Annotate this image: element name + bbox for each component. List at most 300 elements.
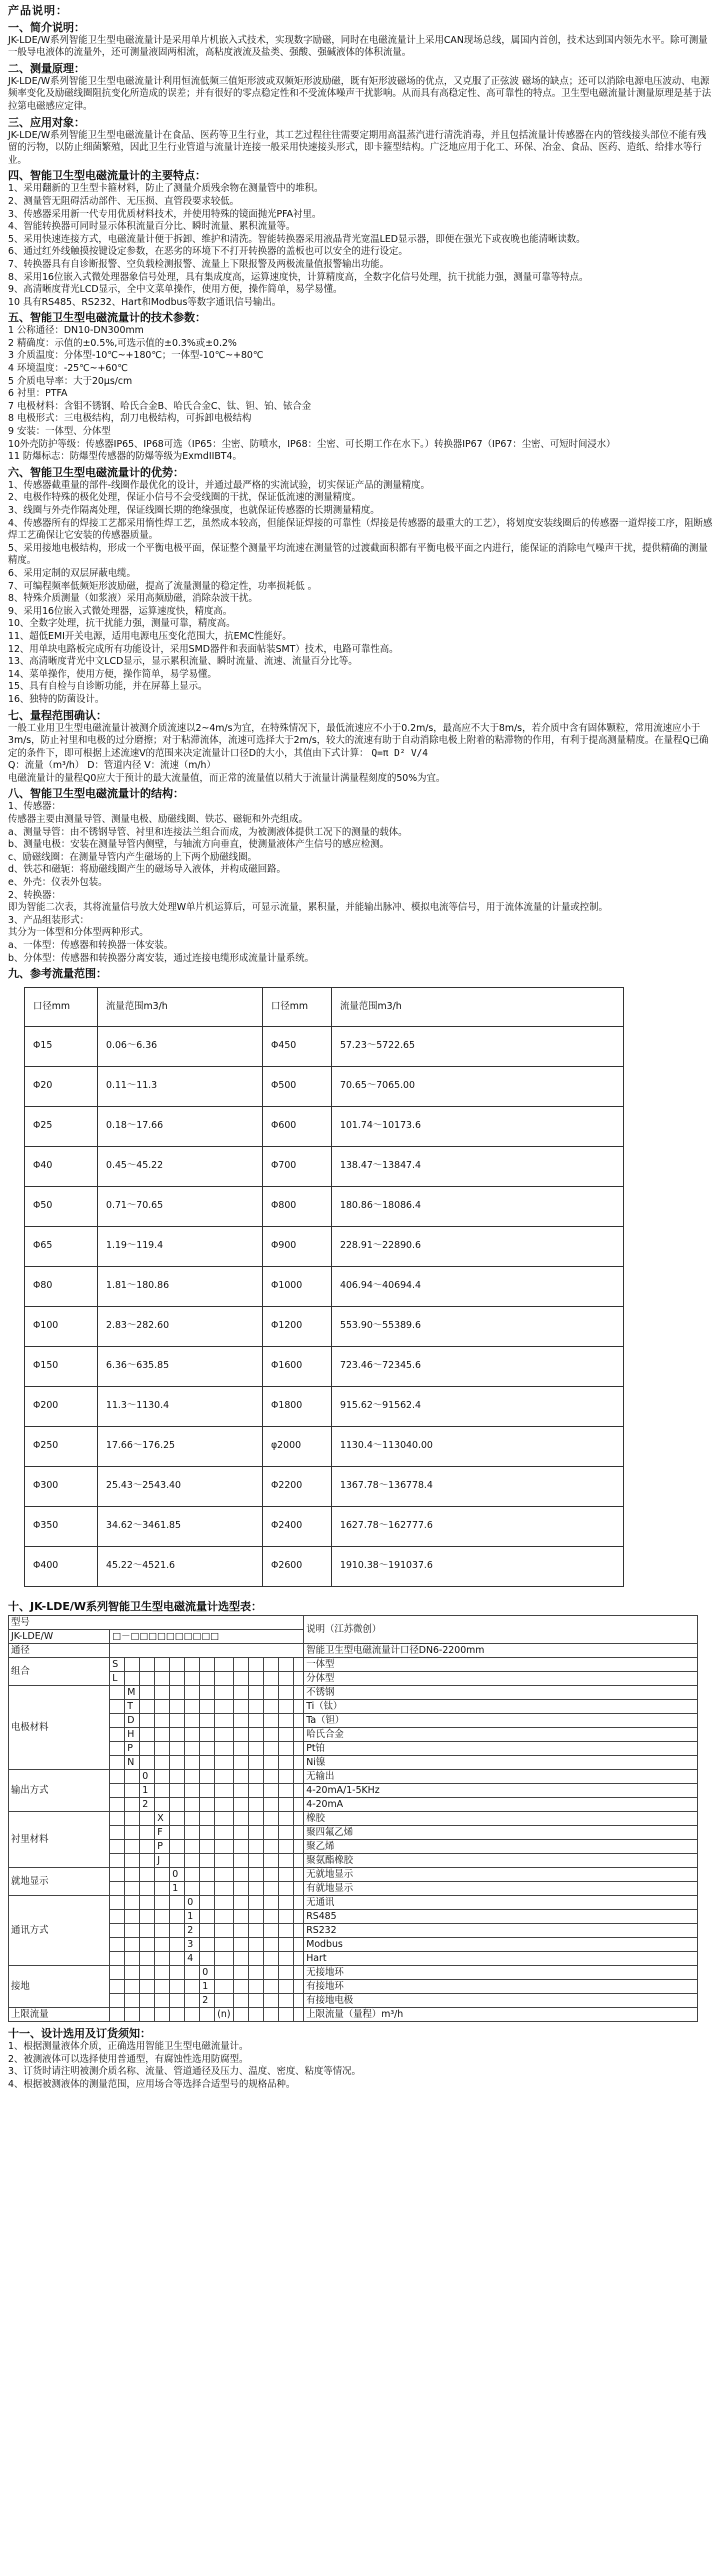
bore-cell: Φ150 <box>25 1347 98 1387</box>
empty-cell <box>248 1672 263 1686</box>
empty-cell <box>140 1658 155 1672</box>
empty-cell <box>215 1910 233 1924</box>
empty-cell <box>293 1700 304 1714</box>
s6-item: 8、特殊介质测量（如浆液）采用高频励磁，消除杂波干扰。 <box>8 593 258 605</box>
empty-cell <box>155 1714 170 1728</box>
empty-cell <box>155 1966 170 1980</box>
empty-cell <box>125 1938 140 1952</box>
combo-code: L <box>110 1672 125 1686</box>
empty-cell <box>125 1826 140 1840</box>
comm-label: 通讯方式 <box>9 1896 110 1966</box>
empty-cell <box>293 1686 304 1700</box>
empty-cell <box>170 2008 185 2022</box>
bore-cell: Φ2600 <box>263 1547 332 1587</box>
empty-cell <box>215 1728 233 1742</box>
empty-cell <box>155 1910 170 1924</box>
bore-cell: Φ40 <box>25 1147 98 1187</box>
s5-item: 5 介质电导率：大于20μs/cm <box>8 375 133 387</box>
empty-cell <box>155 1728 170 1742</box>
empty-cell <box>185 1728 200 1742</box>
empty-cell <box>110 1826 125 1840</box>
empty-cell <box>155 1938 170 1952</box>
empty-cell <box>140 1700 155 1714</box>
bore-cell: Φ65 <box>25 1227 98 1267</box>
empty-cell <box>200 1728 215 1742</box>
comm-option-row <box>9 1952 698 1966</box>
bore-cell: Φ700 <box>263 1147 332 1187</box>
empty-cell <box>263 1798 278 1812</box>
empty-cell <box>170 1910 185 1924</box>
s8-item: d、铁芯和磁轭：将励磁线圈产生的磁场导入液体，并构成磁回路。 <box>8 864 286 876</box>
empty-cell <box>200 1784 215 1798</box>
model-selection-table <box>8 1615 698 2022</box>
empty-cell <box>215 1980 233 1994</box>
empty-cell <box>248 1728 263 1742</box>
liner-label: 衬里材料 <box>9 1812 110 1868</box>
range-cell: 553.90～55389.6 <box>332 1307 624 1347</box>
display-description: 无就地显示 <box>304 1868 698 1882</box>
electrode-option-row <box>9 1756 698 1770</box>
empty-cell <box>200 1658 215 1672</box>
bore-cell: Φ50 <box>25 1187 98 1227</box>
display-option-row <box>9 1882 698 1896</box>
empty-cell <box>185 1994 200 2008</box>
empty-cell <box>215 1868 233 1882</box>
empty-cell <box>110 1700 125 1714</box>
comm-code: 1 <box>185 1910 200 1924</box>
empty-cell <box>263 1840 278 1854</box>
s11-heading: 十一、设计选用及订货须知： <box>8 2027 151 2041</box>
empty-cell <box>185 1812 200 1826</box>
empty-cell <box>215 1770 233 1784</box>
empty-cell <box>233 2008 248 2022</box>
liner-option-row <box>9 1826 698 1840</box>
empty-cell <box>233 1952 248 1966</box>
electrode-description: Ta（钽） <box>304 1714 698 1728</box>
empty-cell <box>170 1952 185 1966</box>
range-cell: 34.62～3461.85 <box>98 1507 263 1547</box>
empty-cell <box>293 1672 304 1686</box>
empty-cell <box>170 1966 185 1980</box>
empty-cell <box>248 1658 263 1672</box>
description-header: 说明（江苏微创） <box>304 1616 698 1644</box>
empty-cell <box>215 1742 233 1756</box>
empty-cell <box>233 1938 248 1952</box>
empty-cell <box>155 1672 170 1686</box>
range-cell: 1367.78～136778.4 <box>332 1467 624 1507</box>
empty-cell <box>125 1840 140 1854</box>
s4-item: 4、智能转换器可同时显示体积流量百分比、瞬时流量、累积流量等。 <box>8 221 296 233</box>
liner-description: 聚乙烯 <box>304 1840 698 1854</box>
liner-code: J <box>155 1854 170 1868</box>
empty-cell <box>293 1952 304 1966</box>
electrode-option-row <box>9 1728 698 1742</box>
empty-cell <box>293 1840 304 1854</box>
empty-cell <box>233 1910 248 1924</box>
empty-cell <box>110 1728 125 1742</box>
empty-cell <box>140 1686 155 1700</box>
selection-body <box>9 1616 698 2022</box>
empty-cell <box>263 1784 278 1798</box>
range-cell: 1.19～119.4 <box>98 1227 263 1267</box>
empty-cell <box>215 1714 233 1728</box>
empty-cell <box>293 1658 304 1672</box>
s4-item: 10 具有RS485、RS232、Hart和Modbus等数字通讯信号输出。 <box>8 296 282 308</box>
empty-cell <box>200 1896 215 1910</box>
comm-option-row <box>9 1896 698 1910</box>
table-row <box>25 1067 624 1107</box>
s8-converter-text: 即为智能二次表，其将流量信号放大处理W单片机运算后，可显示流量，累积量，并能输出脉冲、模拟电流等信号，用于流体流量的计量或控制。 <box>8 902 608 914</box>
empty-cell <box>185 1868 200 1882</box>
empty-cell <box>278 1756 293 1770</box>
table-row <box>25 1147 624 1187</box>
empty-cell <box>278 1994 293 2008</box>
empty-cell <box>170 1700 185 1714</box>
liner-code: X <box>155 1812 170 1826</box>
product-title: 产品说明： <box>8 4 68 17</box>
empty-cell <box>215 1798 233 1812</box>
empty-cell <box>200 1756 215 1770</box>
table-row <box>25 1267 624 1307</box>
col-range: 流量范围m3/h <box>98 988 263 1027</box>
s6-item: 14、菜单操作，使用方便，操作简单，易学易懂。 <box>8 668 217 680</box>
bore-cell: Φ15 <box>25 1027 98 1067</box>
empty-cell <box>278 1952 293 1966</box>
empty-cell <box>233 1826 248 1840</box>
s4-heading: 四、智能卫生型电磁流量计的主要特点： <box>8 169 206 183</box>
electrode-label: 电极材料 <box>9 1686 110 1770</box>
s6-item: 7、可编程频率低频矩形波励磁，提高了流量测量的稳定性，功率损耗低 。 <box>8 580 317 592</box>
empty-cell <box>185 1966 200 1980</box>
empty-cell <box>170 1826 185 1840</box>
empty-cell <box>125 1868 140 1882</box>
table-row <box>25 1107 624 1147</box>
s11-item: 2、被测液体可以选择使用普通型，有腐蚀性选用防腐型。 <box>8 2053 249 2065</box>
empty-cell <box>200 1868 215 1882</box>
empty-cell <box>140 1938 155 1952</box>
empty-cell <box>263 1952 278 1966</box>
empty-cell <box>170 1784 185 1798</box>
combo-label: 组合 <box>9 1658 110 1686</box>
s8-item: e、外壳：仪表外包装。 <box>8 877 108 889</box>
s6-item: 11、超低EMI开关电源，适用电源电压变化范围大，抗EMC性能好。 <box>8 630 292 642</box>
empty-cell <box>140 1826 155 1840</box>
range-cell: 1.81～180.86 <box>98 1267 263 1307</box>
s8-item: a、测量导管：由不锈钢导管、衬里和连接法兰组合而成，为被测液体提供工况下的测量的载体。 <box>8 826 408 838</box>
empty-cell <box>248 1966 263 1980</box>
table-row <box>25 1307 624 1347</box>
range-cell: 915.62～91562.4 <box>332 1387 624 1427</box>
empty-cell <box>233 1672 248 1686</box>
empty-cell <box>293 1826 304 1840</box>
s6-item: 12、用单块电路板完成所有功能设计，采用SMD器件和表面帖装SMT）技术，电路可靠性高。 <box>8 643 399 655</box>
model-code-pattern: □－□□□□□□□□□□ <box>110 1630 304 1644</box>
s5-item: 10外壳防护等级：传感器IP65、IP68可选（IP65：尘密、防喷水，IP68：尘密、可长期工作在水下。）转换器IP67（IP67：尘密、可短时间浸水） <box>8 438 616 450</box>
s5-item: 4 环境温度：-25℃~+60℃ <box>8 363 128 375</box>
display-label: 就地显示 <box>9 1868 110 1896</box>
empty-cell <box>140 1742 155 1756</box>
s6-item: 1、传感器截重量的部件-线圈作最优化的设计，并通过最严格的实流试验，切实保证产品的测量精度。 <box>8 479 430 491</box>
empty-cell <box>215 1826 233 1840</box>
output-label: 输出方式 <box>9 1770 110 1812</box>
comm-code: 0 <box>185 1896 200 1910</box>
s4-item: 3、传感器采用新一代专用优质材料技术，并使用特殊的镜面抛光PFA衬里。 <box>8 208 322 220</box>
empty-cell <box>125 1924 140 1938</box>
empty-cell <box>170 1756 185 1770</box>
empty-cell <box>155 1742 170 1756</box>
range-cell: 45.22～4521.6 <box>98 1547 263 1587</box>
empty-cell <box>155 2008 170 2022</box>
liner-code: F <box>155 1826 170 1840</box>
bore-cell: Φ1200 <box>263 1307 332 1347</box>
empty-cell <box>263 1980 278 1994</box>
combo-description: 分体型 <box>304 1672 698 1686</box>
empty-cell <box>215 1658 233 1672</box>
empty-cell <box>170 1896 185 1910</box>
empty-cell <box>263 1742 278 1756</box>
s7-paragraph <box>8 723 715 761</box>
empty-cell <box>200 1840 215 1854</box>
col-bore: 口径mm <box>263 988 332 1027</box>
s5-item: 2 精确度：示值的±0.5%,可选示值的±0.3%或±0.2% <box>8 337 237 349</box>
s8-heading: 八、智能卫生型电磁流量计的结构： <box>8 787 184 801</box>
empty-cell <box>248 1700 263 1714</box>
empty-cell <box>125 1966 140 1980</box>
empty-cell <box>215 1672 233 1686</box>
output-option-row <box>9 1798 698 1812</box>
empty-cell <box>248 1770 263 1784</box>
empty-cell <box>110 1686 125 1700</box>
empty-cell <box>215 1882 233 1896</box>
empty-cell <box>233 1812 248 1826</box>
empty-cell <box>110 2008 125 2022</box>
empty-cell <box>278 1784 293 1798</box>
s6-item: 9、采用16位嵌入式微处理器，运算速度快，精度高。 <box>8 605 233 617</box>
empty-cell <box>263 1770 278 1784</box>
empty-cell <box>233 1798 248 1812</box>
empty-cell <box>140 1882 155 1896</box>
display-description: 有就地显示 <box>304 1882 698 1896</box>
empty-cell <box>170 1812 185 1826</box>
empty-cell <box>110 1784 125 1798</box>
empty-cell <box>140 1924 155 1938</box>
ground-code: 2 <box>200 1994 215 2008</box>
empty-cell <box>278 1686 293 1700</box>
empty-cell <box>293 1924 304 1938</box>
range-cell: 101.74～10173.6 <box>332 1107 624 1147</box>
empty-cell <box>170 1924 185 1938</box>
electrode-option-row <box>9 1742 698 1756</box>
ground-description: 有接地环 <box>304 1980 698 1994</box>
empty-cell <box>278 2008 293 2022</box>
combo-code: S <box>110 1658 125 1672</box>
s5-list <box>8 325 715 464</box>
range-code: (n) <box>215 2008 233 2022</box>
empty-cell <box>293 1938 304 1952</box>
empty-cell <box>293 1784 304 1798</box>
empty-cell <box>155 1868 170 1882</box>
s8-item: a、一体型：传感器和转换器一体安装。 <box>8 940 174 951</box>
electrode-code: P <box>125 1742 140 1756</box>
range-cell: 25.43～2543.40 <box>98 1467 263 1507</box>
bore-cell: Φ900 <box>263 1227 332 1267</box>
empty-cell <box>110 1840 125 1854</box>
range-cell: 0.45～45.22 <box>98 1147 263 1187</box>
empty-cell <box>263 1826 278 1840</box>
empty-cell <box>233 1700 248 1714</box>
empty-cell <box>125 1952 140 1966</box>
empty-cell <box>125 2008 140 2022</box>
selection-header-row <box>9 1616 698 1630</box>
empty-cell <box>140 1980 155 1994</box>
empty-cell <box>293 1882 304 1896</box>
empty-cell <box>263 1812 278 1826</box>
s11-item: 3、订货时请注明被测介质名称、流量、管道通径及压力、温度、密度、粘度等情况。 <box>8 2066 361 2078</box>
empty-cell <box>278 1770 293 1784</box>
empty-cell <box>248 1742 263 1756</box>
empty-cell <box>185 2008 200 2022</box>
range-cell: 180.86～18086.4 <box>332 1187 624 1227</box>
empty-cell <box>200 2008 215 2022</box>
s6-item: 16、独特的防菌设计。 <box>8 693 105 705</box>
s5-item: 6 衬里：PTFA <box>8 388 68 400</box>
empty-cell <box>125 1658 140 1672</box>
empty-cell <box>125 1882 140 1896</box>
empty-cell <box>293 1980 304 1994</box>
s4-item: 6、通过红外线触摸按键设定参数，在恶劣的环境下不打开转换器的盖板也可以安全的进行设定。 <box>8 246 408 258</box>
s8-assembly-text: 其分为一体型和分体型两种形式。 <box>8 927 149 939</box>
empty-cell <box>155 1658 170 1672</box>
empty-cell <box>155 1980 170 1994</box>
electrode-description: 哈氏合金 <box>304 1728 698 1742</box>
empty-cell <box>200 1924 215 1938</box>
empty-cell <box>200 1686 215 1700</box>
table-row <box>25 1227 624 1267</box>
empty-cell <box>110 1854 125 1868</box>
empty-cell <box>248 1952 263 1966</box>
s5-item: 9 安装：一体型、分体型 <box>8 426 111 438</box>
empty-cell <box>248 1840 263 1854</box>
empty-cell <box>293 1714 304 1728</box>
empty-cell <box>248 2008 263 2022</box>
empty-cell <box>248 1756 263 1770</box>
empty-cell <box>185 1672 200 1686</box>
comm-description: RS485 <box>304 1910 698 1924</box>
empty-cell <box>185 1756 200 1770</box>
empty-cell <box>200 1812 215 1826</box>
empty-cell <box>185 1854 200 1868</box>
electrode-description: Ni镍 <box>304 1756 698 1770</box>
empty-cell <box>155 1882 170 1896</box>
empty-cell <box>248 1868 263 1882</box>
s8-sub-sensor: 1、传感器： <box>8 801 61 813</box>
electrode-description: Ti（钛） <box>304 1700 698 1714</box>
empty-cell <box>140 1728 155 1742</box>
ground-label: 接地 <box>9 1966 110 2008</box>
empty-cell <box>233 1868 248 1882</box>
s6-item: 6、采用定制的双层屏蔽电缆。 <box>8 567 136 579</box>
empty-cell <box>140 1672 155 1686</box>
empty-cell <box>170 1798 185 1812</box>
empty-cell <box>170 1770 185 1784</box>
empty-cell <box>140 1840 155 1854</box>
s4-item: 1、采用翻新的卫生型卡箍材料，防止了测量介质残余物在测量管中的堆积。 <box>8 183 324 195</box>
empty-cell <box>293 1742 304 1756</box>
electrode-description: 不锈钢 <box>304 1686 698 1700</box>
empty-cell <box>200 1826 215 1840</box>
s11-item: 4、根据被测液体的测量范围，应用场合等选择合适型号的规格品种。 <box>8 2078 296 2090</box>
model-prefix: JK-LDE/W <box>9 1630 110 1644</box>
ground-description: 无接地环 <box>304 1966 698 1980</box>
s4-item: 5、采用快速连接方式，电磁流量计便于拆卸、维护和清洗。智能转换器采用液晶背光宽温LED显示器，即便在强光下或夜晚也能清晰读数。 <box>8 233 586 245</box>
empty-cell <box>293 1770 304 1784</box>
electrode-code: N <box>125 1756 140 1770</box>
model-label: 型号 <box>9 1616 304 1630</box>
empty-cell <box>263 1910 278 1924</box>
empty-cell <box>215 1854 233 1868</box>
comm-description: Hart <box>304 1952 698 1966</box>
empty-cell <box>278 1868 293 1882</box>
table-row <box>25 1467 624 1507</box>
display-code: 1 <box>170 1882 185 1896</box>
s5-item: 7 电极材料：含钼不锈钢、哈氏合金B、哈氏合金C、钛、钽、铂、铱合金 <box>8 400 312 412</box>
ground-description: 有接地电极 <box>304 1994 698 2008</box>
empty-cell <box>233 1882 248 1896</box>
empty-cell <box>200 1742 215 1756</box>
s3-heading: 三、应用对象： <box>8 115 85 129</box>
empty-cell <box>125 1980 140 1994</box>
empty-cell <box>110 1868 125 1882</box>
empty-cell <box>155 1952 170 1966</box>
empty-cell <box>263 1728 278 1742</box>
empty-cell <box>263 1924 278 1938</box>
empty-cell <box>215 1686 233 1700</box>
range-description: 上限流量（量程）m³/h <box>304 2008 698 2022</box>
empty-cell <box>278 1826 293 1840</box>
ground-option-row <box>9 1966 698 1980</box>
table-row <box>25 1507 624 1547</box>
empty-cell <box>293 1854 304 1868</box>
range-cell: 0.18～17.66 <box>98 1107 263 1147</box>
empty-cell <box>233 1994 248 2008</box>
empty-cell <box>263 1756 278 1770</box>
s5-item: 8 电极形式：三电极结构，刮刀电极结构，可拆卸电极结构 <box>8 413 252 425</box>
bore-code <box>110 1644 304 1658</box>
table-body <box>25 1027 624 1587</box>
range-cell: 406.94～40694.4 <box>332 1267 624 1307</box>
empty-cell <box>185 1784 200 1798</box>
s5-item: 1 公称通径：DN10-DN300mm <box>8 325 144 337</box>
empty-cell <box>278 1854 293 1868</box>
s8-item: b、分体型：传感器和转换器分离安装，通过连接电缆形成流量计量系统。 <box>8 952 314 964</box>
output-code: 2 <box>140 1798 155 1812</box>
empty-cell <box>278 1980 293 1994</box>
empty-cell <box>125 1770 140 1784</box>
empty-cell <box>263 1686 278 1700</box>
empty-cell <box>185 1686 200 1700</box>
empty-cell <box>215 1896 233 1910</box>
empty-cell <box>293 1756 304 1770</box>
empty-cell <box>125 1672 140 1686</box>
s6-item: 4、传感器所有的焊接工艺都采用惰性焊工艺，虽然成本较高，但能保证焊接的可靠性（焊接是传感器的最重大的工艺），将划度安装线圈后的传感器一道焊接工序，阻断感焊工艺确保让它安装的传感器质量。 <box>8 517 713 542</box>
s7-heading: 七、量程范围确认： <box>8 708 107 722</box>
range-cell: 1130.4～113040.00 <box>332 1427 624 1467</box>
range-cell: 723.46～72345.6 <box>332 1347 624 1387</box>
empty-cell <box>110 1938 125 1952</box>
range-cell: 0.11～11.3 <box>98 1067 263 1107</box>
liner-description: 聚氨酯橡胶 <box>304 1854 698 1868</box>
combo-description: 一体型 <box>304 1658 698 1672</box>
